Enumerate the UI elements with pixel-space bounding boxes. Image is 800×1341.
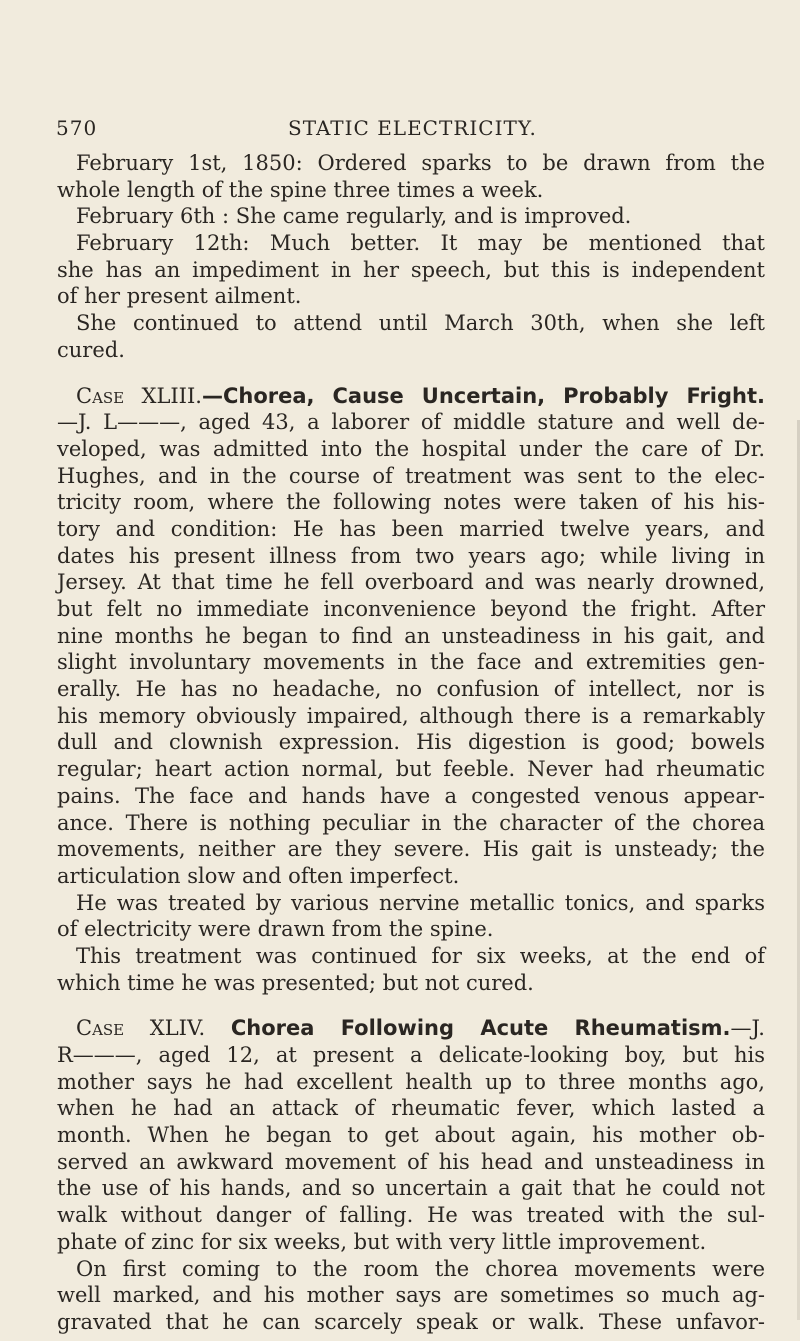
case-title: —Chorea, Cause Uncertain, Probably Fright. [201,383,765,408]
page-header [56,116,756,150]
text-line: gravated that he can scarcely speak or walk. These unfavor- [57,1309,765,1334]
text-line: but felt no immediate inconvenience beyond the fright. After [57,597,765,621]
text-line: Hughes, and in the course of treatment was sent to the elec- [57,463,765,488]
text-line: ance. There is nothing peculiar in the character of the chorea [57,810,765,835]
text-line: Jersey. At that time he fell overboard and was nearly drowned, [57,570,765,595]
text-line: February 1st, 1850: Ordered sparks to be drawn from the [76,151,765,175]
text-line: tricity room, where the following notes were taken of his his- [57,490,765,515]
text-line: This treatment was continued for six weeks, at the end of [76,943,765,968]
text-line: On first coming to the room the chorea movements were [76,1256,765,1281]
text-line: dull and clownish expression. His digestion is good; bowels [57,730,765,755]
text-line: when he had an attack of rheumatic fever, which lasted a [57,1096,765,1121]
text-line: February 12th: Much better. It may be mentioned that [76,231,765,256]
text-line: mother says he had excellent health up to three months ago, [57,1069,765,1094]
text-line: month. When he began to get about again, his mother ob- [57,1123,765,1148]
case-title-tail: —J. [730,1016,765,1041]
text-line: pains. The face and hands have a congested venous appear- [57,783,765,808]
text-line: R———, aged 12, at present a delicate-looking boy, but his [57,1043,765,1067]
case-label: Case XLIII. [76,383,202,408]
text-line: February 6th : She came regularly, and is improved. [76,204,632,229]
text-line: his memory obviously impaired, although there is a remarkably [57,703,765,728]
text-line: nine months he began to find an unsteadiness in his gait, and [57,623,765,648]
text-line: of her present ailment. [57,284,302,309]
running-title: STATIC ELECTRICITY. [288,116,537,140]
text-line: tory and condition: He has been married twelve years, and [57,516,765,541]
text-line: regular; heart action normal, but feeble. Never had rheumatic [57,757,765,782]
text-line: She continued to attend until March 30th, when she left [76,311,765,336]
text-line: veloped, was admitted into the hospital under the care of Dr. [57,436,765,461]
text-line: which time he was presented; but not cured. [57,970,534,995]
text-line: walk without danger of falling. He was treated with the sul- [57,1203,765,1228]
text-line: dates his present illness from two years ago; while living in [57,543,765,568]
text-line: movements, neither are they severe. His gait is unsteady; the [57,837,765,862]
case-heading [57,383,765,410]
case-heading [57,1015,765,1042]
text-line: phate of zinc for six weeks, but with very little improvement. [57,1229,707,1254]
text-line: served an awkward movement of his head and unsteadiness in [57,1149,765,1174]
text-line: whole length of the spine three times a week. [57,177,544,202]
text-line: the use of his hands, and so uncertain a gait that he could not [57,1176,765,1201]
text-line: well marked, and his mother says are sometimes so much ag- [57,1283,765,1308]
body-text [57,150,765,1336]
page-number: 570 [56,116,98,140]
text-line: slight involuntary movements in the face and extremities gen- [57,650,765,675]
case-title: Chorea Following Acute Rheumatism. [230,1016,731,1041]
text-line: cured. [57,337,125,362]
text-line: she has an impediment in her speech, but this is independent [57,257,765,282]
case-label: Case XLIV. [76,1016,206,1041]
text-line: articulation slow and often imperfect. [57,863,460,888]
text-line: —J. L———, aged 43, a laborer of middle stature and well de- [57,410,765,435]
text-line: of electricity were drawn from the spine. [57,917,494,942]
text-line: erally. He has no headache, no confusion of intellect, nor is [57,677,765,702]
text-line: He was treated by various nervine metallic tonics, and sparks [76,890,765,915]
